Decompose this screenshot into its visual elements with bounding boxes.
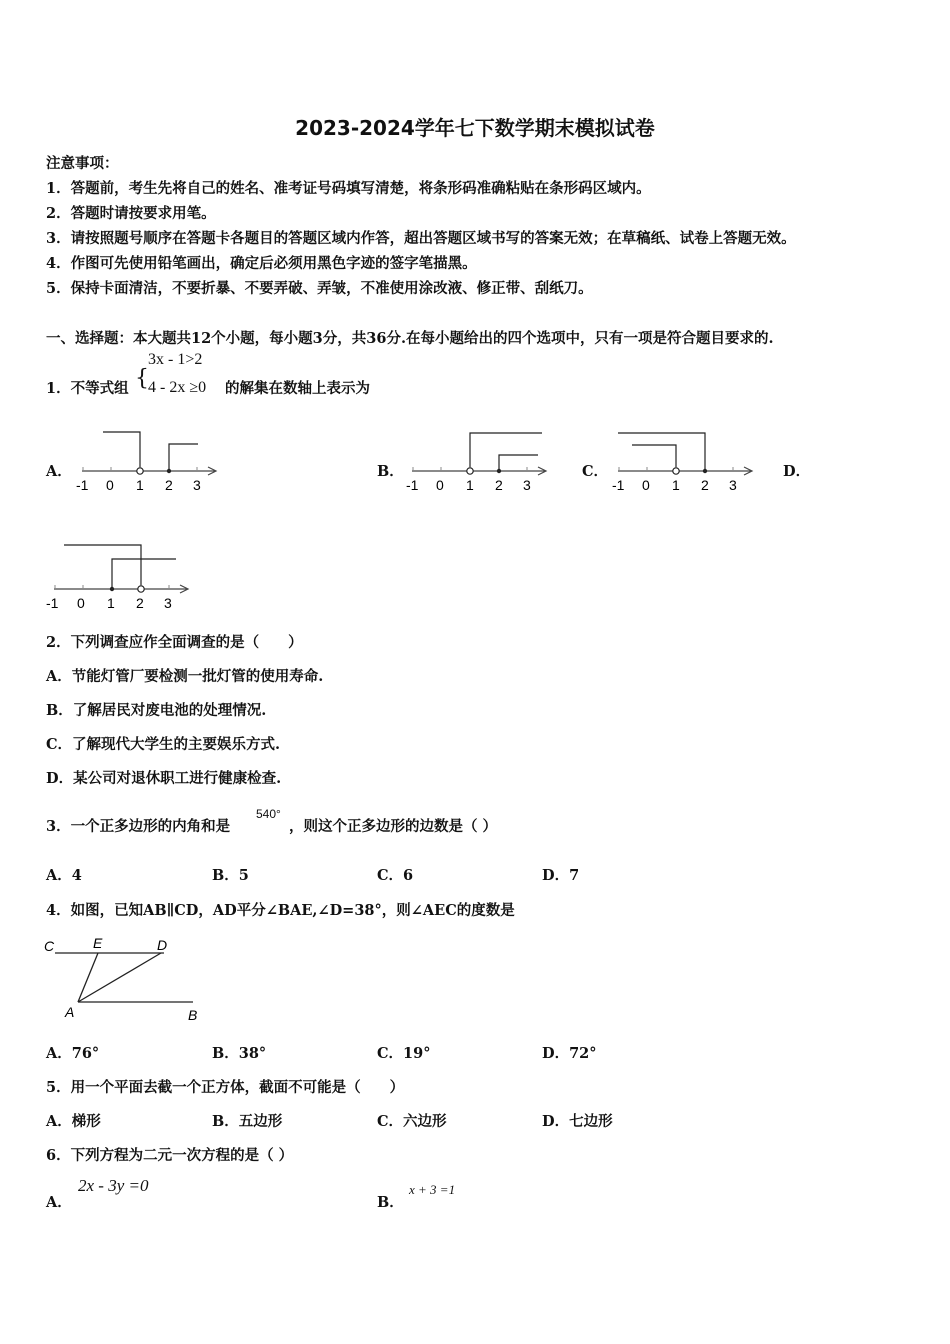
notice-item: 3．请按照题号顺序在答题卡各题目的答题区域内作答，超出答题区域书写的答案无效；在草稿纸、试卷上答题无效。 <box>46 230 796 247</box>
tick-label: 3 <box>164 595 172 611</box>
q5-option-a: A．梯形 <box>46 1113 101 1130</box>
label-b: B <box>188 1007 198 1023</box>
q3-option-d: D．7 <box>542 867 580 884</box>
q6-equation-a: 2x - 3y =0 <box>78 1176 149 1195</box>
q2-option-a: A．节能灯管厂要检测一批灯管的使用寿命. <box>46 668 324 685</box>
q3-option-c: C．6 <box>377 867 414 884</box>
notice-item: 2．答题时请按要求用笔。 <box>46 205 216 222</box>
label-d: D <box>157 937 168 953</box>
q1-prefix: 1．不等式组 <box>46 380 129 397</box>
q4-stem: 4．如图，已知AB∥CD，AD平分∠BAE,∠D=38°，则∠AEC的度数是 <box>46 902 515 919</box>
tick-label: 3 <box>193 477 201 493</box>
q2-stem: 2．下列调查应作全面调查的是（ ） <box>46 634 303 651</box>
q5-stem: 5．用一个平面去截一个正方体，截面不可能是（ ） <box>46 1079 405 1096</box>
tick-label: 3 <box>729 477 737 493</box>
label-e: E <box>93 935 103 951</box>
notice-item: 1．答题前，考生先将自己的姓名、准考证号码填写清楚，将条形码准确粘贴在条形码区域内。 <box>46 180 651 197</box>
q1-option-d: D． <box>783 463 811 480</box>
q2-option-d: D．某公司对退休职工进行健康检查. <box>46 770 282 787</box>
q6-option-a: A． <box>46 1194 72 1211</box>
tick-label: 2 <box>136 595 144 611</box>
tick-label: 0 <box>436 477 444 493</box>
q2-option-b: B．了解居民对废电池的处理情况. <box>46 702 267 719</box>
q3-option-a: A．4 <box>46 867 82 884</box>
tick-label: 2 <box>701 477 709 493</box>
tick-label: 0 <box>77 595 85 611</box>
label-c: C <box>44 938 55 954</box>
notice-heading: 注意事项： <box>46 155 119 172</box>
q3-option-b: B．5 <box>212 867 249 884</box>
q1-option-c: C． <box>582 463 609 480</box>
q6-stem: 6．下列方程为二元一次方程的是（ ） <box>46 1147 294 1164</box>
q4-option-d: D．72° <box>542 1045 597 1062</box>
q3-angle-value: 540° <box>256 807 281 821</box>
q4-option-a: A．76° <box>46 1045 100 1062</box>
tick-label: 0 <box>642 477 650 493</box>
q1-inequality-1: 3x - 1>2 <box>148 351 203 368</box>
tick-label: -1 <box>46 595 59 611</box>
q1-option-b: B． <box>377 463 404 480</box>
q1-inequality-2: 4 - 2x ≥0 <box>148 379 207 396</box>
number-line-d <box>42 540 202 612</box>
tick-label: 2 <box>495 477 503 493</box>
page-title: 2023-2024学年七下数学期末模拟试卷 <box>295 116 655 140</box>
tick-label: -1 <box>406 477 419 493</box>
tick-label: 1 <box>466 477 474 493</box>
q4-option-b: B．38° <box>212 1045 267 1062</box>
brace-icon: { <box>135 366 149 391</box>
q5-option-c: C．六边形 <box>377 1113 447 1130</box>
q3-prefix: 3．一个正多边形的内角和是 <box>46 818 231 835</box>
q1-suffix: 的解集在数轴上表示为 <box>225 380 370 397</box>
tick-label: -1 <box>76 477 89 493</box>
number-line-a <box>70 428 230 496</box>
tick-label: 0 <box>106 477 114 493</box>
q5-option-b: B．五边形 <box>212 1113 283 1130</box>
tick-label: 3 <box>523 477 531 493</box>
notice-item: 4．作图可先使用铅笔画出，确定后必须用黑色字迹的签字笔描黑。 <box>46 255 477 272</box>
notice-item: 5．保持卡面清洁，不要折暴、不要弄破、弄皱，不准使用涂改液、修正带、刮纸刀。 <box>46 280 593 297</box>
q6-option-b: B． <box>377 1194 404 1211</box>
q2-option-c: C．了解现代大学生的主要娱乐方式. <box>46 736 281 753</box>
tick-label: -1 <box>612 477 625 493</box>
number-line-b <box>400 428 560 496</box>
q6-equation-b: x + 3 =1 <box>409 1182 456 1197</box>
number-line-c <box>606 428 766 496</box>
q4-option-c: C．19° <box>377 1045 431 1062</box>
tick-label: 2 <box>165 477 173 493</box>
q1-option-a: A． <box>46 463 72 480</box>
section-heading: 一、选择题：本大题共12个小题，每小题3分，共36分.在每小题给出的四个选项中，只有一项是符合题目要求的. <box>46 330 774 347</box>
tick-label: 1 <box>672 477 680 493</box>
q5-option-d: D．七边形 <box>542 1113 613 1130</box>
q4-figure <box>40 934 215 1026</box>
tick-label: 1 <box>136 477 144 493</box>
tick-label: 1 <box>107 595 115 611</box>
q3-suffix: ，则这个正多边形的边数是（ ） <box>289 818 498 835</box>
label-a: A <box>65 1004 75 1020</box>
